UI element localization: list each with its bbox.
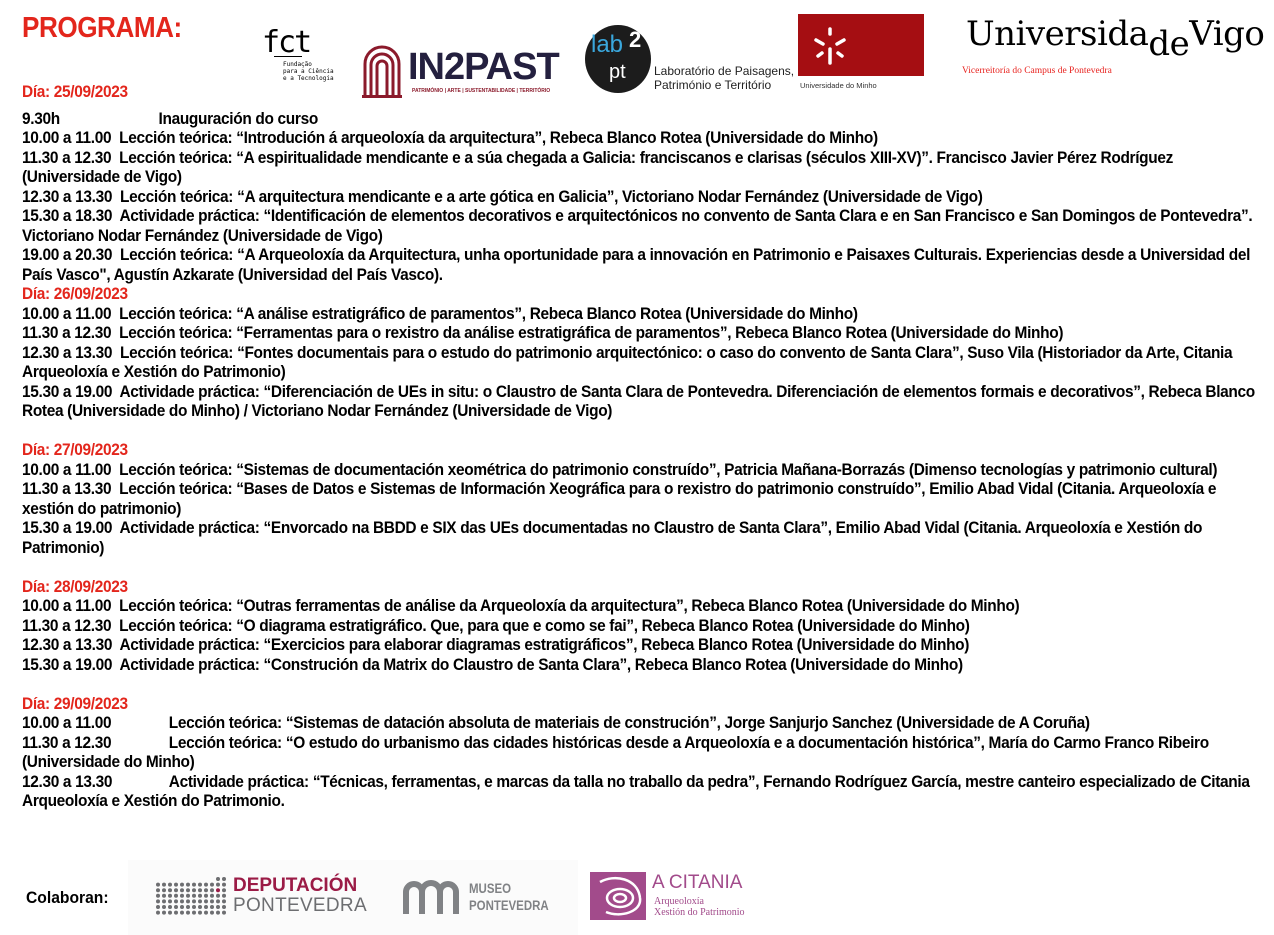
fct-line: Fundação [283, 61, 312, 68]
grid-dot [162, 905, 166, 909]
grid-dot [222, 883, 226, 887]
fct-line: para a Ciência [283, 68, 334, 75]
grid-dot [186, 894, 190, 898]
grid-dot [156, 905, 160, 909]
grid-dot [222, 905, 226, 909]
grid-dot [198, 905, 202, 909]
grid-dot [186, 905, 190, 909]
grid-dot [204, 894, 208, 898]
grid-dot [210, 888, 214, 892]
deputacion-line1: DEPUTACIÓN [233, 875, 358, 896]
grid-dot [168, 883, 172, 887]
item-time: 11.30 a 12.30 [22, 324, 112, 342]
item-text: Lección teórica: “A análise estratigráfico de paramentos”, Rebeca Blanco Rotea (Universidade do Minho) [119, 304, 858, 323]
grid-dot [198, 911, 202, 915]
grid-dot [210, 911, 214, 915]
grid-dot [168, 899, 172, 903]
grid-dot [162, 883, 166, 887]
item-text: Actividade práctica: “Envorcado na BBDD e SIX das UEs documentadas no Claustro de Santa Clara”, Emilio Abad Vidal (Citania. Arqueoloxía e Xestión do Patrimonio) [22, 519, 1203, 557]
deputacion-line2: PONTEVEDRA [233, 895, 367, 916]
item-time: 10.00 a 11.00 [22, 714, 112, 732]
item-text: Lección teórica: “O diagrama estratigráfico. Que, para que e como se fai”, Rebeca Blanco Rotea (Universidade do Minho) [119, 616, 970, 635]
grid-dot [216, 883, 220, 887]
grid-dot [216, 899, 220, 903]
day-heading: Día: 26/09/2023 [22, 285, 128, 303]
grid-dot [186, 911, 190, 915]
grid-dot [216, 877, 220, 881]
lab2pt-mark-num: 2 [629, 27, 642, 52]
grid-dot [222, 911, 226, 915]
day-section [22, 285, 1261, 441]
uminho-caption: Universidade do Minho [800, 81, 877, 90]
item-time: 12.30 a 13.30 [22, 187, 113, 206]
grid-dot [210, 894, 214, 898]
schedule-item [22, 149, 1261, 188]
item-time: 10.00 a 11.00 [22, 460, 112, 479]
citania-name: A CITANIA [652, 872, 743, 893]
grid-dot [162, 888, 166, 892]
item-time: 11.30 a 13.30 [22, 480, 112, 498]
grid-dot [216, 911, 220, 915]
grid-dot [174, 888, 178, 892]
museo-line1: MUSEO [469, 881, 512, 896]
grid-dot [186, 888, 190, 892]
grid-dot [222, 894, 226, 898]
item-time: 10.00 a 11.00 [22, 304, 112, 323]
item-text: Actividade práctica: “Exercicios para elaborar diagramas estratigráficos”, Rebeca Blanco Rotea (Universidade do Minho) [119, 636, 970, 654]
schedule-item [22, 344, 1261, 383]
grid-dot [168, 888, 172, 892]
day-heading: Día: 25/09/2023 [22, 83, 128, 101]
uminho-logo [798, 14, 926, 94]
item-time: 9.30h [22, 109, 60, 128]
item-text: Actividade práctica: “Diferenciación de UEs in situ: o Claustro de Santa Clara de Pontevedra. Diferenciación de elementos formais e decorativos”, Rebeca Blanco Rotea (Universidade do Minho) / Victoriano Nodar Fernández (Universidade de Vigo) [22, 382, 1255, 420]
item-text: Inauguración do curso [158, 109, 318, 128]
schedule-item [22, 480, 1261, 519]
fct-mark: fct [262, 25, 311, 60]
uvigo-name-right: Vigo [1189, 14, 1265, 54]
item-text: Actividade práctica: “Técnicas, ferramentas, e marcas da talla no traballo da pedra”, Fernando Rodríguez García, mestre canteiro especializado de Citania Arqueoloxía e Xestión do Patrimonio. [22, 772, 1250, 810]
grid-dot [222, 877, 226, 881]
grid-dot [180, 911, 184, 915]
item-time: 11.30 a 12.30 [22, 148, 112, 167]
item-time: 15.30 a 19.00 [22, 519, 113, 537]
item-text: Lección teórica: “A arquitectura mendicante e a arte gótica en Galicia”, Victoriano Nodar Fernández (Universidade de Vigo) [120, 187, 983, 206]
item-text: Lección teórica: “Fontes documentais para o estudo do patrimonio arquitectónico: o caso do convento de Santa Clara”, Suso Vila (Historiador da Arte, Citania Arqueoloxía e Xestión do Patrimonio) [22, 343, 1233, 381]
collaborators-footer [0, 860, 1274, 935]
lab2pt-line: Laboratório de Paisagens, [654, 64, 795, 78]
item-text: Lección teórica: “A Arqueoloxía da Arquitectura, unha oportunidade para a innovación en Patrimonio e Paisaxes Culturais. Experiencias desde a Universidad del País Vasco", Agustín Azkarate (Universidad del País Vasco). [22, 246, 1251, 284]
page-title: PROGRAMA: [22, 12, 182, 44]
in2past-name: IN2PAST [408, 46, 559, 88]
dot-grid-icon [155, 876, 227, 916]
grid-dot [204, 911, 208, 915]
schedule-item [22, 188, 1261, 208]
schedule-item [22, 129, 1261, 149]
grid-dot [174, 911, 178, 915]
grid-dot [192, 911, 196, 915]
grid-dot [222, 888, 226, 892]
schedule-item [22, 519, 1261, 558]
uvigo-name-left: Universida [966, 14, 1149, 54]
grid-dot [156, 888, 160, 892]
grid-dot [180, 888, 184, 892]
grid-dot [198, 883, 202, 887]
item-text: Actividade práctica: “Identificación de elementos decorativos e arquitectónicos no convento de Santa Clara e en San Francisco e San Domingos de Pontevedra”. Victoriano Nodar Fernández (Universidade de Vigo) [22, 207, 1253, 245]
grid-dot [186, 899, 190, 903]
item-text: Lección teórica: “Sistemas de documentación xeométrica do patrimonio construído”, Patricia Mañana-Borrazás (Dimenso tecnologías y patrimonio cultural) [119, 460, 1218, 479]
schedule-item [22, 636, 1261, 656]
item-time: 11.30 a 12.30 [22, 616, 112, 635]
grid-dot [168, 894, 172, 898]
schedule-item [22, 461, 1261, 481]
citania-line2: Xestión do Patrimonio [654, 907, 745, 918]
grid-dot [192, 888, 196, 892]
grid-dot [216, 894, 220, 898]
grid-dot [216, 905, 220, 909]
grid-dot [198, 888, 202, 892]
citania-spiral-icon [590, 872, 646, 920]
grid-dot [156, 911, 160, 915]
grid-dot [198, 899, 202, 903]
item-time: 12.30 a 13.30 [22, 636, 113, 654]
item-time: 11.30 a 12.30 [22, 733, 112, 752]
uminho-emblem-icon [810, 26, 850, 66]
item-text: Lección teórica: “O estudo do urbanismo das cidades históricas desde a Arqueoloxía e a documentación histórica”, María do Carmo Franco Ribeiro (Universidade do Minho) [22, 733, 1209, 771]
item-text: Lección teórica: “A espiritualidade mendicante e a súa chegada a Galicia: franciscanos e clarisas (séculos XIII-XV)”. Francisco Javier Pérez Rodríguez (Universidade de Vigo) [22, 148, 1174, 186]
grid-dot [162, 911, 166, 915]
museo-arches-icon [403, 880, 459, 914]
grid-dot [192, 894, 196, 898]
grid-dot [204, 883, 208, 887]
grid-dot [180, 894, 184, 898]
grid-dot [168, 905, 172, 909]
day-section [22, 695, 1261, 812]
grid-dot [174, 894, 178, 898]
program-schedule [22, 83, 1262, 812]
day-section [22, 441, 1261, 578]
schedule-item [22, 617, 1261, 637]
item-time: 15.30 a 19.00 [22, 382, 113, 401]
schedule-item [22, 656, 1261, 676]
grid-dot [156, 894, 160, 898]
deputacion-logo [155, 876, 370, 918]
grid-dot [174, 883, 178, 887]
fct-logo [262, 25, 337, 90]
day-section [22, 578, 1261, 695]
schedule-item [22, 110, 1261, 130]
grid-dot [192, 883, 196, 887]
item-time: 15.30 a 18.30 [22, 207, 113, 225]
schedule-item [22, 714, 1261, 734]
grid-dot [192, 899, 196, 903]
grid-dot [168, 911, 172, 915]
day-heading: Día: 28/09/2023 [22, 577, 128, 596]
grid-dot [186, 883, 190, 887]
grid-dot [180, 905, 184, 909]
grid-dot [204, 888, 208, 892]
item-text: Actividade práctica: “Construción da Matrix do Claustro de Santa Clara”, Rebeca Blanco Rotea (Universidade do Minho) [119, 655, 963, 674]
grid-dot [180, 883, 184, 887]
day-section [22, 83, 1261, 285]
item-time: 19.00 a 20.30 [22, 246, 113, 264]
item-text: Lección teórica: “Outras ferramentas de análise da Arqueoloxía da arquitectura”, Rebeca Blanco Rotea (Universidade do Minho) [119, 597, 1020, 615]
museo-logo [403, 878, 563, 918]
item-time: 12.30 a 13.30 [22, 772, 113, 791]
schedule-item [22, 383, 1261, 422]
citania-logo [590, 872, 770, 920]
fct-line: e a Tecnologia [283, 75, 334, 82]
grid-dot [162, 894, 166, 898]
grid-dot [210, 899, 214, 903]
item-text: Lección teórica: “Sistemas de datación absoluta de materiais de construción”, Jorge Sanjurjo Sanchez (Universidade de A Coruña) [168, 714, 1090, 732]
grid-dot [204, 899, 208, 903]
museo-line2: PONTEVEDRA [469, 898, 549, 913]
schedule-item [22, 734, 1261, 773]
item-time: 12.30 a 13.30 [22, 343, 113, 362]
grid-dot [198, 894, 202, 898]
schedule-item [22, 246, 1261, 285]
lab2pt-mark-pt: pt [609, 61, 626, 83]
uvigo-subtitle: Vicerreitoría do Campus de Pontevedra [962, 66, 1112, 76]
grid-dot [222, 899, 226, 903]
item-text: Lección teórica: “Ferramentas para o rexistro da análise estratigráfica de paramentos”, Rebeca Blanco Rotea (Universidade do Minho) [119, 324, 1064, 342]
day-heading: Día: 29/09/2023 [22, 694, 128, 713]
grid-dot [162, 899, 166, 903]
grid-dot [216, 888, 220, 892]
lab2pt-line: Património e Território [654, 78, 772, 92]
grid-dot [156, 899, 160, 903]
citania-line1: Arqueoloxía [654, 896, 704, 907]
grid-dot [210, 905, 214, 909]
grid-dot [174, 899, 178, 903]
grid-dot [174, 905, 178, 909]
item-text: Lección teórica: “Bases de Datos e Sistemas de Información Xeográfica para o rexistro do patrimonio construído”, Emilio Abad Vidal (Citania. Arqueoloxía e xestión do patrimonio) [22, 480, 1217, 518]
uvigo-logo [962, 14, 1266, 84]
item-text: Lección teórica: “Introdución á arqueoloxía da arquitectura”, Rebeca Blanco Rotea (Universidade do Minho) [119, 129, 878, 147]
lab2pt-mark-lab: lab [591, 31, 624, 58]
item-time: 10.00 a 11.00 [22, 597, 112, 615]
grid-dot [204, 905, 208, 909]
schedule-item [22, 305, 1261, 325]
item-time: 10.00 a 11.00 [22, 129, 112, 147]
grid-dot [210, 883, 214, 887]
schedule-item [22, 773, 1261, 812]
collaborators-label: Colaboran: [26, 888, 109, 907]
grid-dot [192, 905, 196, 909]
in2past-tagline: PATRIMÓNIO | ARTE | SUSTENTABILIDADE | TERRITÓRIO [412, 88, 551, 94]
item-time: 15.30 a 19.00 [22, 655, 113, 674]
schedule-item [22, 207, 1261, 246]
schedule-item [22, 597, 1261, 617]
day-heading: Día: 27/09/2023 [22, 441, 128, 459]
grid-dot [156, 883, 160, 887]
schedule-item [22, 324, 1261, 344]
grid-dot [180, 899, 184, 903]
uvigo-name-de: de [1148, 24, 1190, 64]
